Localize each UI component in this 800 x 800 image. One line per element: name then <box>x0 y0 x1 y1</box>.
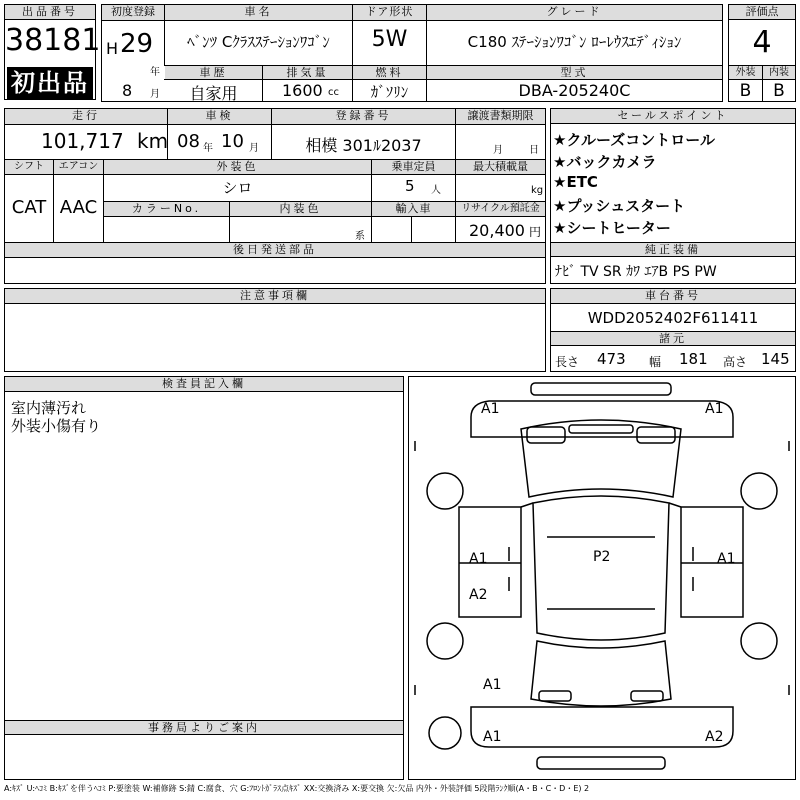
width-label: 幅 <box>649 355 662 369</box>
displacement-unit: cc <box>328 87 339 98</box>
sales-point-item: ★シートヒーター <box>553 219 671 237</box>
int-color-unit: 系 <box>355 231 365 242</box>
fuel: ｶﾞｿﾘﾝ <box>370 83 409 101</box>
air-conditioner: AAC <box>59 197 98 218</box>
door-type: 5W <box>371 27 408 52</box>
recycle-unit: 円 <box>529 225 542 239</box>
overall-score: 4 <box>752 25 772 60</box>
mileage-label: 走行 <box>5 109 167 124</box>
legend: A:ｷｽﾞ U:ﾍｺﾐ B:ｷｽﾞを伴うﾍｺﾐ P:要塗装 W:補修跡 S:錆 C:腐食、穴 G:ﾌﾛﾝﾄｶﾞﾗｽ点ｷｽﾞ XX:交換済み X:要交換 欠:欠品 内外・外装評価 5段階ﾗﾝｸ順(A・B・C・D・E) 2 <box>4 784 590 793</box>
damage-mark: A1 <box>717 551 736 567</box>
notes-label: 注意事項欄 <box>5 289 545 304</box>
inspector-note: 外装小傷有り <box>11 417 102 435</box>
reg-year: 29 <box>120 29 154 59</box>
score-box <box>728 4 796 102</box>
era: H <box>106 39 119 58</box>
transfer-day-unit: 日 <box>529 145 539 156</box>
exterior-color: シロ <box>222 179 253 197</box>
first-reg-label: 初度登録 <box>102 5 164 20</box>
damage-mark: P2 <box>593 549 611 565</box>
header-box <box>101 4 723 102</box>
int-color-label: 内装色 <box>230 202 371 216</box>
mileage-unit: km <box>137 129 169 153</box>
width-value: 181 <box>679 350 708 368</box>
model: DBA-205240C <box>518 81 631 100</box>
capacity-label: 乗車定員 <box>372 160 455 174</box>
lot-number: 38181 <box>5 23 101 58</box>
load-label: 最大積載量 <box>456 160 545 174</box>
exterior-score: B <box>739 81 752 101</box>
inspection-month-unit: 月 <box>249 143 259 154</box>
capacity-unit: 人 <box>431 185 441 196</box>
inspection-year: 08 <box>177 131 200 152</box>
reg-number-label: 登録番号 <box>272 109 455 124</box>
height-value: 145 <box>761 350 790 368</box>
lot-label: 出品番号 <box>5 5 95 20</box>
load-unit: kg <box>531 185 544 196</box>
color-no-label: カラーNo. <box>104 202 229 216</box>
damage-mark: A1 <box>705 401 724 417</box>
inspector-box <box>4 376 404 780</box>
damage-mark: A1 <box>483 677 502 693</box>
sales-points-box <box>550 108 796 284</box>
inspection-label: 車検 <box>168 109 271 124</box>
sales-point-item: ★ETC <box>553 173 598 191</box>
damage-mark: A2 <box>705 729 724 745</box>
month-unit: 月 <box>150 89 160 100</box>
grade: C180 ｽﾃｰｼｮﾝﾜｺﾞﾝ ﾛｰﾚｳｽｴﾃﾞｨｼｮﾝ <box>467 33 682 51</box>
year-unit: 年 <box>150 67 160 78</box>
ac-label: エアコン <box>54 160 103 174</box>
damage-mark: A1 <box>481 401 500 417</box>
interior-score: B <box>773 81 785 101</box>
sales-points-label: セールスポイント <box>551 109 795 124</box>
office-label: 事務局よりご案内 <box>5 721 403 735</box>
equipment-list: ﾅﾋﾞ TV SR ｶﾜ ｴｱB PS PW <box>555 264 717 280</box>
damage-mark: A1 <box>469 551 488 567</box>
mileage: 101,717 <box>41 129 124 153</box>
score-label: 評価点 <box>729 5 795 20</box>
car-outline-diagram <box>409 377 795 779</box>
length-label: 長さ <box>555 355 580 369</box>
lot-box <box>4 4 101 100</box>
grade-label: グレード <box>427 5 722 20</box>
reg-month: 8 <box>122 81 133 100</box>
shift: CAT <box>11 197 47 218</box>
fuel-label: 燃料 <box>353 66 426 79</box>
history: 自家用 <box>189 84 238 103</box>
notes-box <box>4 288 546 372</box>
sales-point-item: ★クルーズコントロール <box>553 131 715 149</box>
damage-mark: A1 <box>483 729 502 745</box>
transfer-month-unit: 月 <box>493 145 503 156</box>
import-label: 輸入車 <box>372 202 455 216</box>
shift-label: シフト <box>5 160 53 174</box>
sales-point-item: ★プッシュスタート <box>553 197 686 215</box>
displacement: 1600 <box>282 81 323 100</box>
length-value: 473 <box>597 350 626 368</box>
equipment-label: 純正装備 <box>551 243 795 257</box>
height-label: 高さ <box>723 355 748 369</box>
reg-number: 相模 301ﾙ2037 <box>305 136 422 155</box>
interior-label: 内装 <box>763 66 795 79</box>
capacity: 5 <box>405 177 415 195</box>
inspection-year-unit: 年 <box>203 143 213 154</box>
chassis-box <box>550 288 796 372</box>
sales-point-item: ★バックカメラ <box>553 153 657 171</box>
door-label: ドア形状 <box>353 5 426 20</box>
damage-diagram <box>408 376 796 780</box>
later-parts-label: 後日発送部品 <box>5 243 545 257</box>
chassis-number: WDD2052402F611411 <box>587 309 759 327</box>
damage-mark: A2 <box>469 587 488 603</box>
car-name-label: 車名 <box>165 5 352 20</box>
exterior-label: 外装 <box>729 66 762 79</box>
dims-label: 諸元 <box>551 332 795 346</box>
displacement-label: 排気量 <box>263 66 352 79</box>
model-label: 型式 <box>427 66 722 79</box>
car-name: ﾍﾞﾝﾂ Cｸﾗｽｽﾃｰｼｮﾝﾜｺﾞﾝ <box>187 33 330 51</box>
inspector-note: 室内薄汚れ <box>11 399 87 417</box>
vehicle-info-box <box>4 108 546 284</box>
inspector-label: 検査員記入欄 <box>5 377 403 392</box>
chassis-label: 車台番号 <box>551 289 795 304</box>
color-label: 外装色 <box>104 160 371 174</box>
history-label: 車歴 <box>165 66 262 79</box>
inspection-month: 10 <box>221 131 244 152</box>
first-listing-badge: 初出品 <box>7 67 93 99</box>
recycle-fee: 20,400 <box>469 221 525 240</box>
transfer-label: 譲渡書類期限 <box>456 109 545 124</box>
recycle-label: リサイクル預託金 <box>456 202 545 216</box>
